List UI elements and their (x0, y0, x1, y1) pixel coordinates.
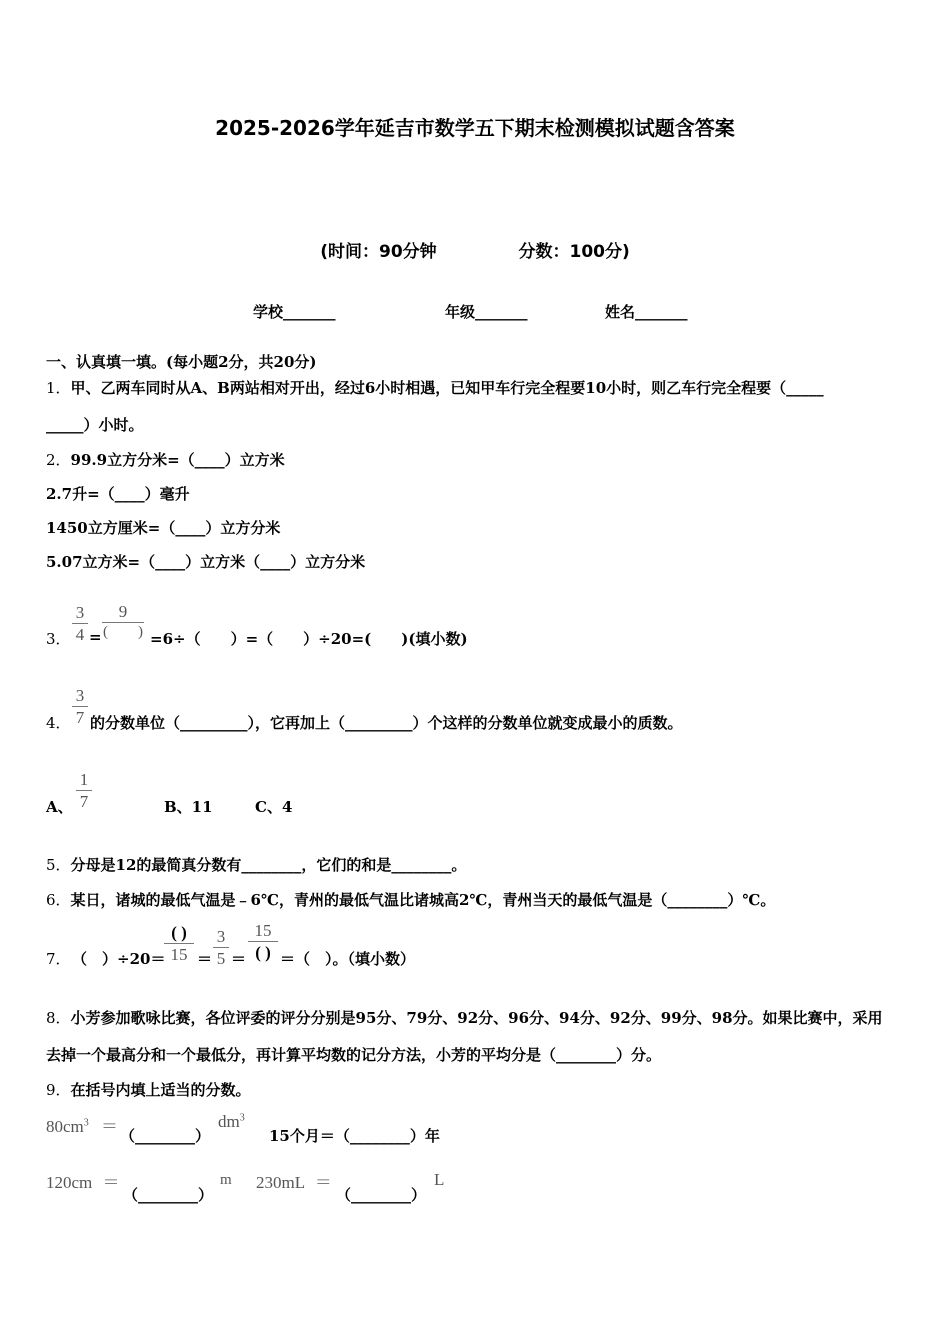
conversion-c-left: 120cm ＝ (46, 1173, 120, 1192)
question-7-number: 7． (46, 950, 71, 968)
fraction-3-7: 3 7 (72, 687, 88, 726)
conversion-b: 15个月＝（________）年 (269, 1127, 440, 1145)
school-field: 学校_______ (253, 303, 336, 321)
question-text: 甲、乙两车同时从A、B两站相对开出，经过6小时相遇，已知甲车行完全程要10小时，则乙车行完全程要（_____ (70, 379, 824, 397)
question-1-cont: _____）小时。 (46, 416, 144, 434)
name-field: 姓名_______ (605, 303, 688, 321)
fraction-1-7: 1 7 (76, 771, 92, 810)
conversion-a-left: $80cm^3$ ＝ (46, 1117, 119, 1136)
question-2-c: 1450立方厘米=（____）立方分米 (46, 519, 281, 537)
time-label: (时间：90分钟 (320, 242, 437, 262)
exam-meta (0, 237, 950, 262)
question-3-number: 3． (46, 630, 71, 648)
equals-sign-1: ＝ (197, 950, 213, 968)
conversion-c-blank: （________） (123, 1186, 214, 1204)
fraction-blank-15: ( ) 15 (164, 924, 194, 963)
conversion-d-left: 230mL ＝ (256, 1173, 332, 1192)
fraction-15-blank: 15 ( ) (248, 922, 278, 961)
conversion-d-unit: L (434, 1170, 445, 1189)
fraction-9-blank: 9 ( ) (103, 602, 143, 640)
option-a: A、 (46, 798, 73, 816)
question-5: 5．分母是12的最简真分数有________，它们的和是________。 (46, 856, 467, 874)
equals-sign: = (89, 628, 102, 646)
question-2-b: 2.7升=（____）毫升 (46, 485, 190, 503)
question-number: 1． (46, 379, 71, 397)
question-text: 99.9立方分米=（____）立方米 (70, 451, 285, 469)
question-4-number: 4． (46, 714, 71, 732)
question-1 (46, 377, 824, 398)
score-label: 分数：100分) (518, 242, 630, 262)
question-8: 8．小芳参加歌咏比赛，各位评委的评分分别是95分、79分、92分、96分、94分、92分、99分、98分。如果比赛中，采用 (46, 1009, 883, 1027)
question-9: 9．在括号内填上适当的分数。 (46, 1081, 251, 1099)
question-number: 2． (46, 451, 71, 469)
option-c: C、4 (255, 798, 293, 816)
option-b: B、11 (164, 798, 213, 816)
conversion-a-unit: $dm^3$ (218, 1112, 245, 1131)
question-2 (46, 449, 285, 470)
question-2-d: 5.07立方米=（____）立方米（____）立方分米 (46, 553, 366, 571)
question-4-text: 的分数单位（_________），它再加上（_________）个这样的分数单位就变成最小的质数。 (90, 714, 683, 732)
question-8-cont: 去掉一个最高分和一个最低分，再计算平均数的记分方法，小芳的平均分是（________）分。 (46, 1046, 662, 1064)
question-7-pre: （ ）÷20＝ (72, 950, 166, 968)
conversion-c-unit: m (220, 1172, 232, 1188)
question-7-post: ＝（ ）。（填小数） (280, 950, 416, 968)
page-title: 2025-2026学年延吉市数学五下期末检测模拟试题含答案 (215, 116, 735, 140)
equals-sign-2: ＝ (231, 950, 247, 968)
fraction-3-5: 3 5 (213, 928, 229, 967)
conversion-d-blank: （________） (336, 1186, 427, 1204)
question-3-text: =6÷（ ）=（ ）÷20=( )(填小数) (150, 630, 468, 648)
conversion-a-blank: （________） (120, 1127, 211, 1145)
question-6: 6．某日，诸城的最低气温是﹣6℃，青州的最低气温比诸城高2℃，青州当天的最低气温是（________）℃。 (46, 891, 776, 909)
fraction-3-4: 3 4 (72, 604, 88, 643)
grade-field: 年级_______ (445, 303, 528, 321)
section-heading: 一、认真填一填。(每小题2分，共20分) (46, 353, 317, 371)
